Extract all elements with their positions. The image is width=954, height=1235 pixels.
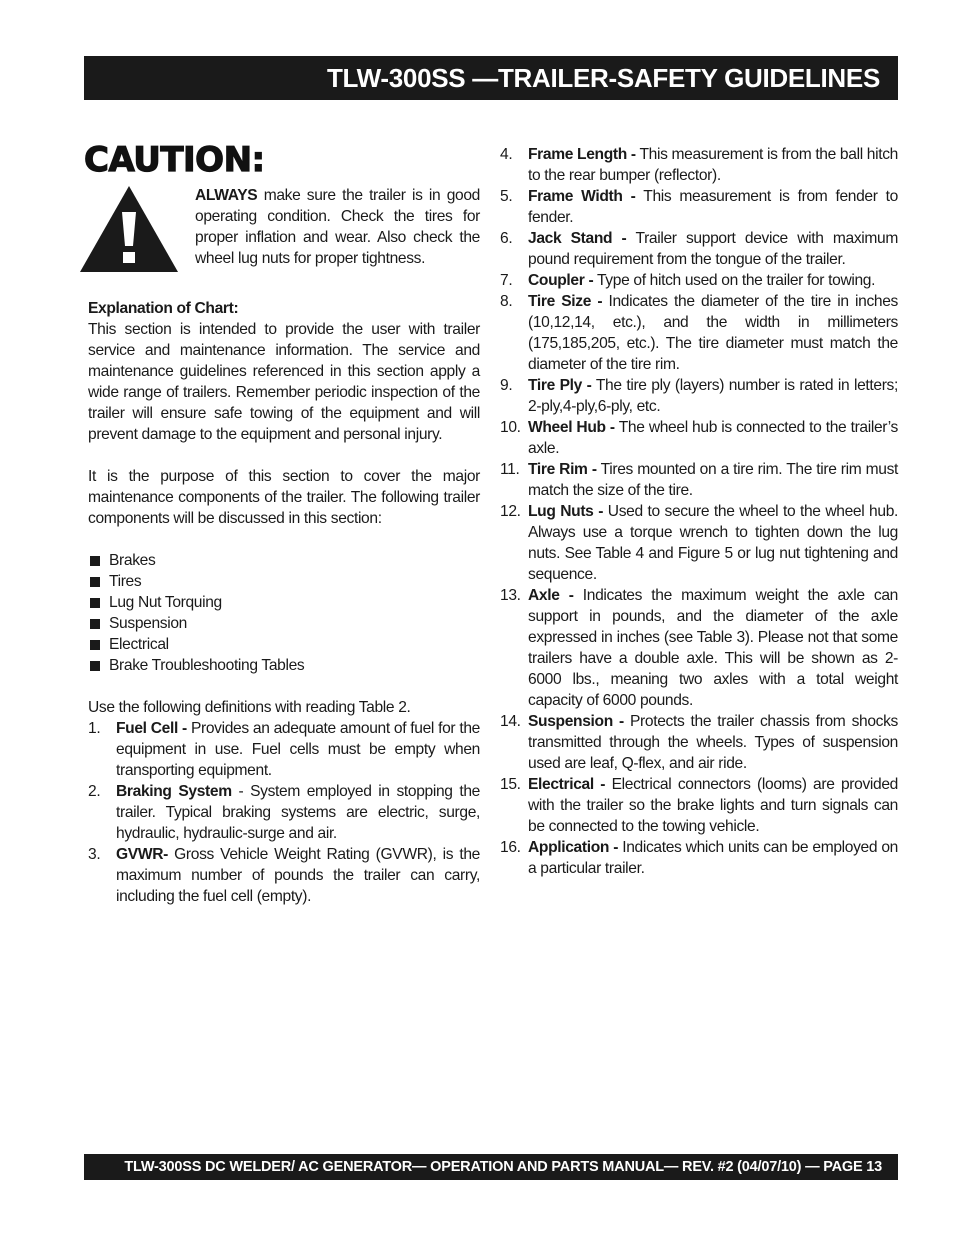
definition-number: 15. bbox=[500, 776, 521, 793]
definition-item bbox=[500, 186, 898, 228]
definition-term: Axle - bbox=[528, 587, 574, 604]
definition-text: Provides an adequate amount of fuel for the equipment in use. Fuel cells must be empty when transporting equipment. bbox=[116, 720, 480, 779]
definition-term: Frame Width - bbox=[528, 188, 636, 205]
list-item: Brakes bbox=[88, 550, 480, 571]
definition-term: GVWR- bbox=[116, 846, 168, 863]
definition-text: Electrical connectors (looms) are provided with the trailer so the brake lights and turn signals can be connected to the towing vehicle. bbox=[528, 776, 898, 835]
definition-text: Protects the trailer chassis from shocks transmitted through the wheels. Types of suspension used are leaf, Q-flex, and air ride. bbox=[528, 713, 898, 772]
definition-item bbox=[500, 144, 898, 186]
definition-number: 3. bbox=[88, 846, 101, 863]
definition-item bbox=[500, 417, 898, 459]
definition-term: Tire Ply - bbox=[528, 377, 592, 394]
definition-text: This measurement is from fender to fender. bbox=[528, 188, 898, 226]
definition-number: 2. bbox=[88, 783, 101, 800]
definition-item bbox=[500, 228, 898, 270]
definition-number: 11. bbox=[500, 461, 520, 478]
definition-item bbox=[500, 375, 898, 417]
definition-item bbox=[88, 781, 480, 844]
list-item: Lug Nut Torquing bbox=[88, 592, 480, 613]
definition-term: Braking System bbox=[116, 783, 232, 800]
definition-term: Application - bbox=[528, 839, 619, 856]
definition-number: 14. bbox=[500, 713, 521, 730]
definition-number: 4. bbox=[500, 146, 513, 163]
definition-number: 12. bbox=[500, 503, 521, 520]
list-item: Suspension bbox=[88, 613, 480, 634]
explanation-paragraph-1: This section is intended to provide the user with trailer service and maintenance information. The service and maintenance guidelines referenced in this section apply a wide range of trailers. Remember periodic inspection of the trailer will ensure safe towing of the equipment and will prevent damage to the equipment and personal injury. bbox=[88, 321, 480, 443]
explanation-heading: Explanation of Chart: bbox=[88, 300, 239, 317]
definition-text: The tire ply (layers) number is rated in letters; 2-ply,4-ply,6-ply, etc. bbox=[528, 377, 898, 415]
definition-item bbox=[500, 291, 898, 375]
definition-term: Lug Nuts - bbox=[528, 503, 604, 520]
definition-text: Used to secure the wheel to the wheel hub. Always use a torque wrench to tighten down the lug nuts. See Table 4 and Figure 5 or lug nut tightening and sequence. bbox=[528, 503, 898, 583]
definition-text: Indicates the maximum weight the axle can support in pounds, and the diameter of the axle expressed in inches (see Table 3). Please not that some trailers have a double axle. This will be shown as 2-6000 lbs., meaning two axles with a total weight capacity of 6000 pounds. bbox=[528, 587, 898, 709]
definition-item bbox=[500, 774, 898, 837]
definition-text: Tires mounted on a tire rim. The tire rim must match the size of the tire. bbox=[528, 461, 899, 499]
definition-item bbox=[88, 844, 480, 907]
definition-item bbox=[88, 718, 480, 781]
definition-term: Wheel Hub - bbox=[528, 419, 615, 436]
definition-number: 7. bbox=[500, 272, 513, 289]
definition-term: Electrical - bbox=[528, 776, 606, 793]
definition-term: Frame Length - bbox=[528, 146, 636, 163]
explanation-paragraph-2: It is the purpose of this section to cover the major maintenance components of the trailer. The following trailer components will be discussed in this section: bbox=[88, 468, 480, 527]
definition-text: - System employed in stopping the trailer. Typical braking systems are electric, surge, hydraulic, hydraulic-surge and air. bbox=[116, 783, 480, 842]
definition-number: 6. bbox=[500, 230, 513, 247]
component-list bbox=[88, 550, 480, 676]
definition-term: Jack Stand - bbox=[528, 230, 627, 247]
definition-item bbox=[500, 270, 898, 291]
definition-term: Tire Rim - bbox=[528, 461, 597, 478]
definition-item bbox=[500, 501, 898, 585]
definition-number: 1. bbox=[88, 720, 101, 737]
definition-number: 5. bbox=[500, 188, 513, 205]
definition-text: Indicates the diameter of the tire in inches (10,12,14, etc.), and the width in millimeters (175,185,205, etc.). The tire diameter must match the diameter of the tire rim. bbox=[528, 293, 899, 373]
caution-text bbox=[195, 185, 480, 269]
definition-text: Trailer support device with maximum pound requirement from the tongue of the trailer. bbox=[528, 230, 899, 268]
list-item: Electrical bbox=[88, 634, 480, 655]
definition-number: 10. bbox=[500, 419, 521, 436]
definition-text: Type of hitch used on the trailer for towing. bbox=[593, 272, 876, 289]
definition-item bbox=[500, 459, 898, 501]
definition-number: 13. bbox=[500, 587, 521, 604]
definition-text: Gross Vehicle Weight Rating (GVWR), is the maximum number of pounds the trailer can carry, including the fuel cell (empty). bbox=[116, 846, 480, 905]
definition-text: This measurement is from the ball hitch to the rear bumper (reflector). bbox=[528, 146, 898, 184]
definition-term: Tire Size - bbox=[528, 293, 603, 310]
left-column bbox=[88, 185, 480, 907]
page-footer: TLW-300SS DC WELDER/ AC GENERATOR— OPERATION AND PARTS MANUAL— REV. #2 (04/07/10) — PAGE 13 bbox=[84, 1154, 898, 1180]
definitions-intro: Use the following definitions with reading Table 2. bbox=[88, 699, 411, 716]
list-item: Brake Troubleshooting Tables bbox=[88, 655, 480, 676]
right-column bbox=[500, 144, 898, 879]
caution-lead: ALWAYS bbox=[195, 187, 258, 204]
definition-item bbox=[500, 585, 898, 711]
definition-text: The wheel hub is connected to the trailer’s axle. bbox=[528, 419, 898, 457]
definition-number: 8. bbox=[500, 293, 513, 310]
caution-body: make sure the trailer is in good operating condition. Check the tires for proper inflation and wear. Also check the wheel lug nuts for proper tightness. bbox=[195, 187, 480, 267]
definition-number: 16. bbox=[500, 839, 521, 856]
definition-item bbox=[500, 711, 898, 774]
definition-term: Fuel Cell - bbox=[116, 720, 187, 737]
definition-text: Indicates which units can be employed on a particular trailer. bbox=[528, 839, 898, 877]
definition-term: Coupler - bbox=[528, 272, 594, 289]
definition-number: 9. bbox=[500, 377, 513, 394]
list-item: Tires bbox=[88, 571, 480, 592]
definition-term: Suspension - bbox=[528, 713, 624, 730]
page-header: TLW-300SS —TRAILER-SAFETY GUIDELINES bbox=[84, 56, 898, 100]
caution-title: CAUTION: bbox=[84, 140, 265, 180]
definition-item bbox=[500, 837, 898, 879]
